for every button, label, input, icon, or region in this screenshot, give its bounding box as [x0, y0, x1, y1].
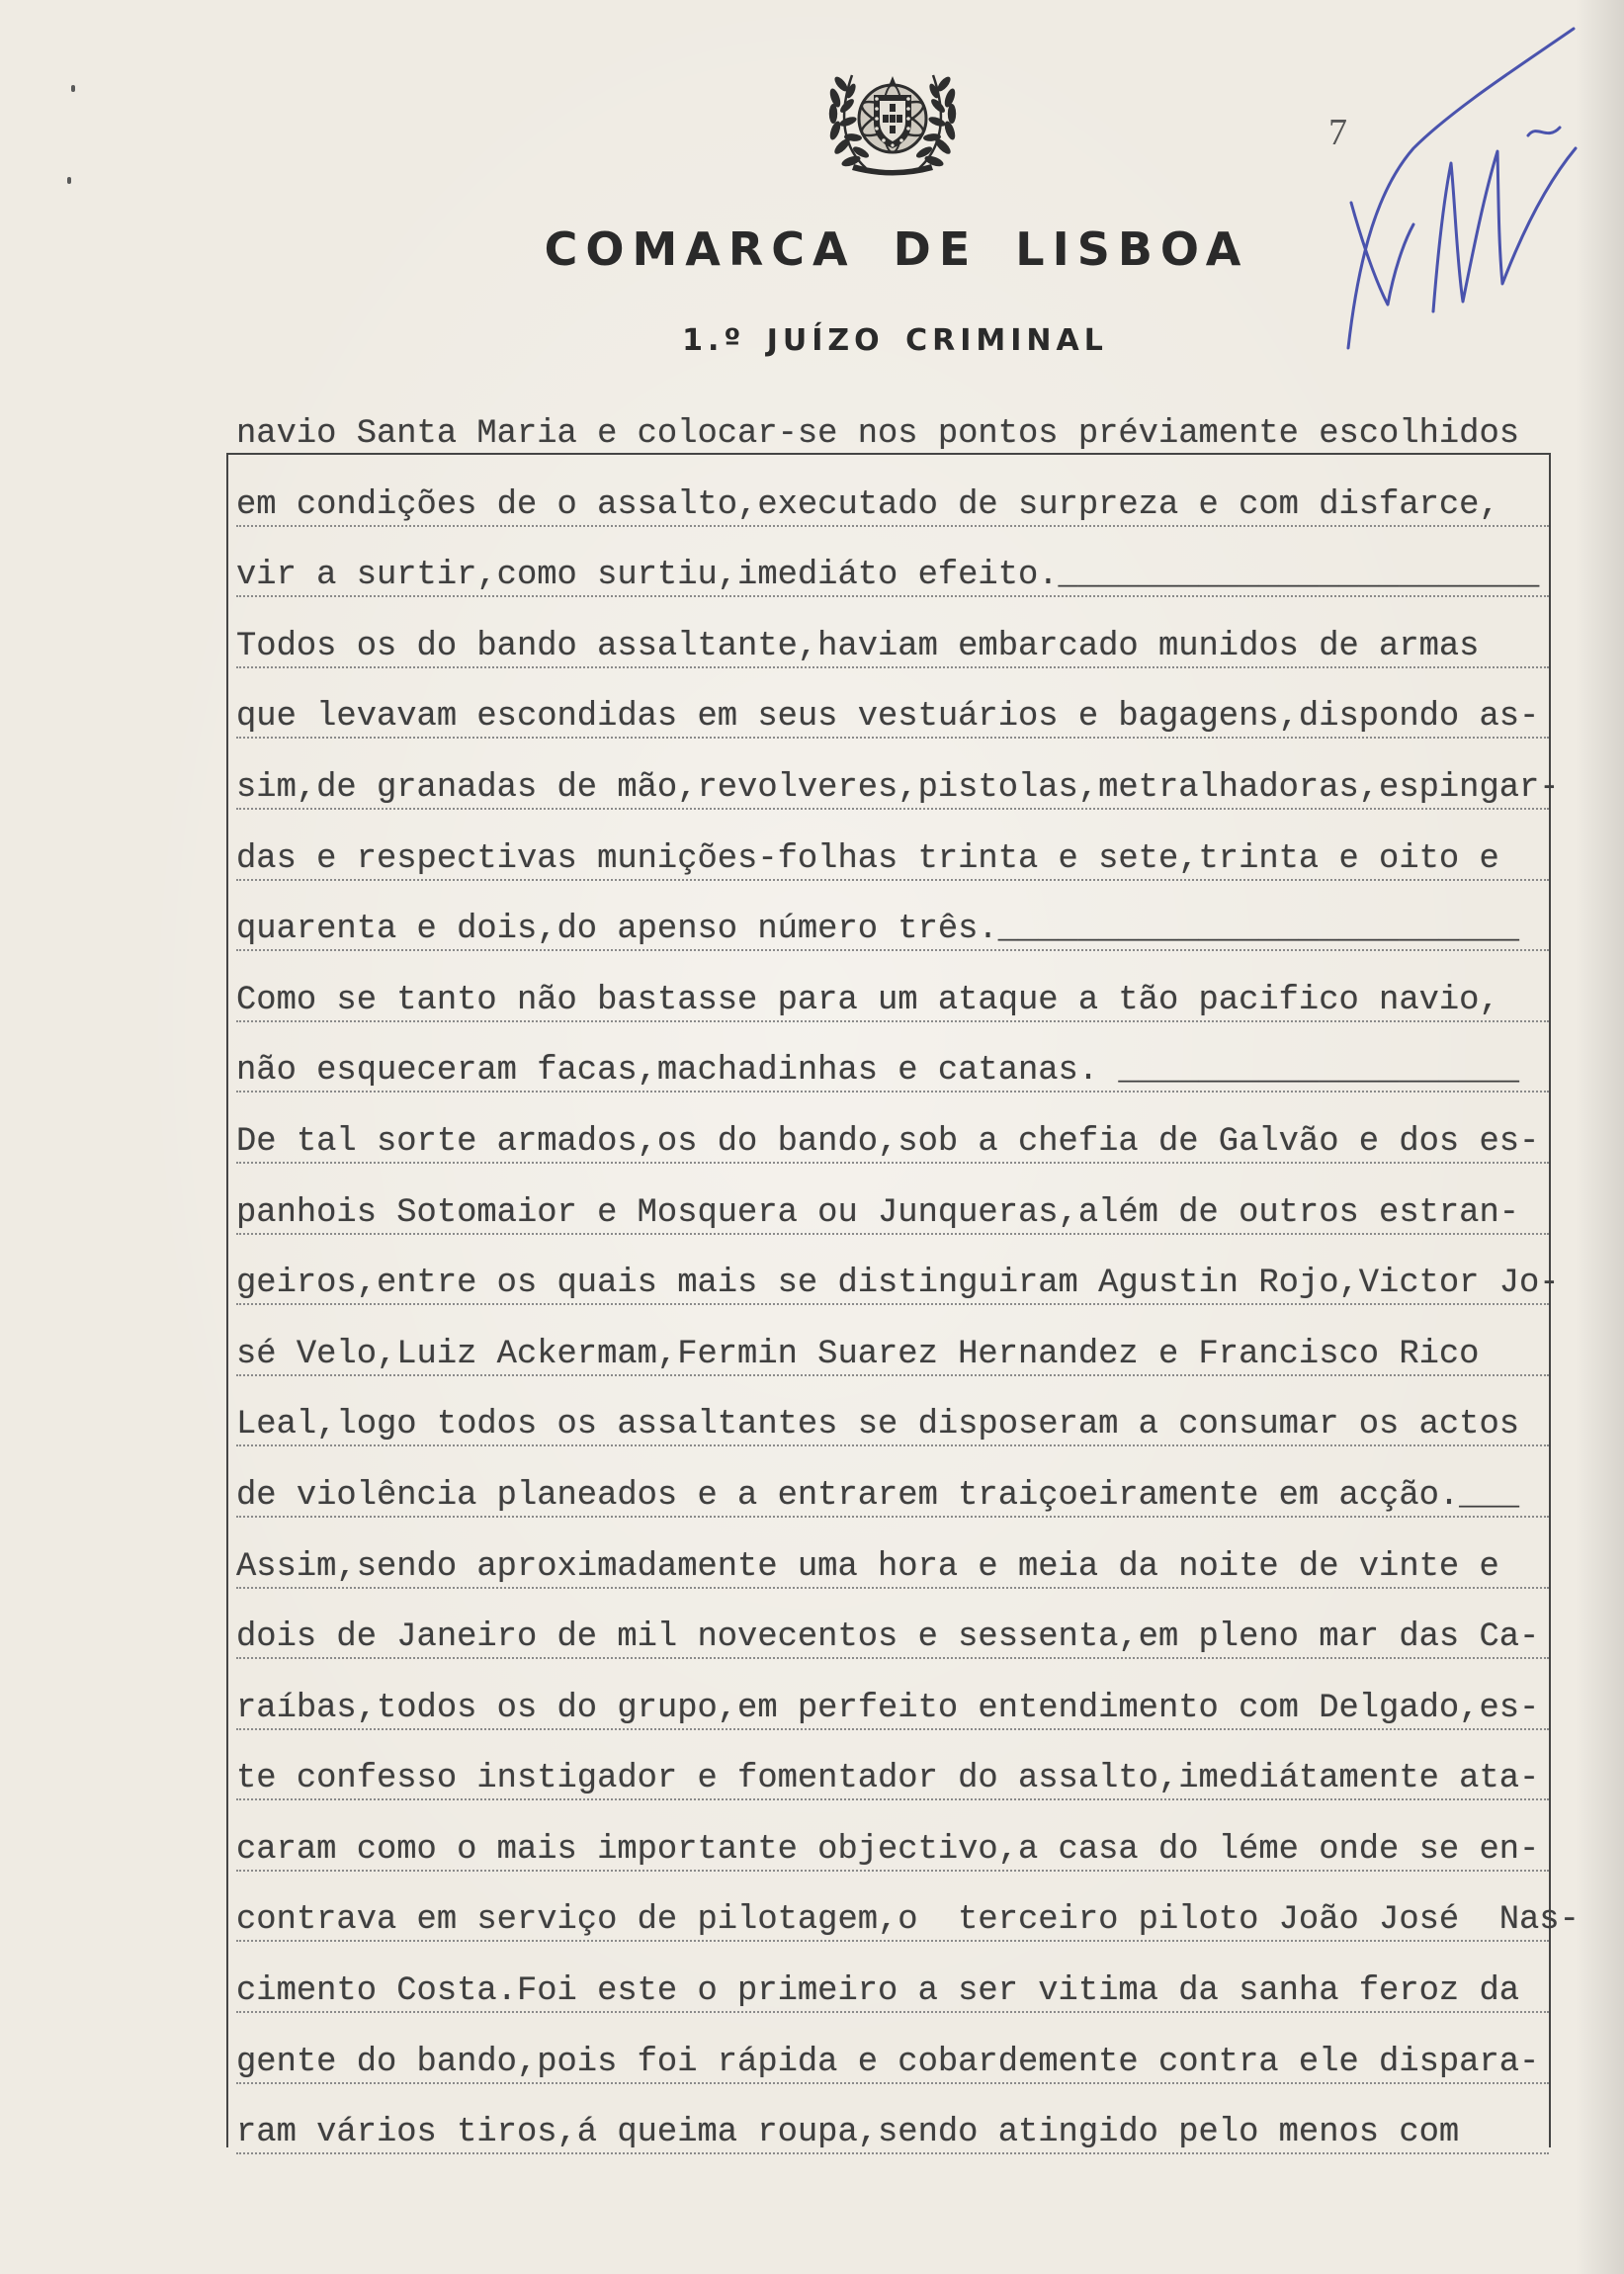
text-line: raíbas,todos os do grupo,em perfeito entendimento com Delgado,es- [236, 1674, 1590, 1745]
margin-mark [67, 177, 71, 184]
text-line: Todos os do bando assaltante,haviam embarcado munidos de armas [236, 612, 1590, 683]
text-line: cimento Costa.Foi este o primeiro a ser vitima da sanha feroz da [236, 1957, 1590, 2028]
text-line: das e respectivas munições-folhas trinta e sete,trinta e oito e [236, 825, 1590, 896]
text-line: gente do bando,pois foi rápida e cobardemente contra ele dispara- [236, 2028, 1590, 2099]
page-number: 7 [1328, 112, 1347, 153]
text-line: te confesso instigador e fomentador do assalto,imediátamente ata- [236, 1744, 1590, 1815]
court-division: 1.º JUÍZO CRIMINAL [682, 323, 1108, 358]
text-line: ram vários tiros,á queima roupa,sendo atingido pelo menos com [236, 2098, 1590, 2169]
text-line: sim,de granadas de mão,revolveres,pistolas,metralhadoras,espingar- [236, 753, 1590, 825]
text-line: Leal,logo todos os assaltantes se disposeram a consumar os actos [236, 1390, 1590, 1461]
text-line: de violência planeados e a entrarem traiçoeiramente em acção.___ [236, 1461, 1590, 1532]
text-line: caram como o mais importante objectivo,a casa do léme onde se en- [236, 1815, 1590, 1886]
text-line: contrava em serviço de pilotagem,o terceiro piloto João José Nas- [236, 1885, 1590, 1957]
text-line: Assim,sendo aproximadamente uma hora e meia da noite de vinte e [236, 1532, 1590, 1604]
typed-text [236, 399, 1590, 2169]
text-line: sé Velo,Luiz Ackermam,Fermin Suarez Hernandez e Francisco Rico [236, 1320, 1590, 1391]
text-line: em condições de o assalto,executado de surpreza e com disfarce, [236, 471, 1590, 542]
text-line: panhois Sotomaior e Mosquera ou Junqueras,além de outros estran- [236, 1179, 1590, 1250]
text-line: vir a surtir,como surtiu,imediáto efeito.________________________ [236, 541, 1590, 612]
text-line: não esqueceram facas,machadinhas e catanas. ____________________ [236, 1036, 1590, 1107]
coat-of-arms-icon [818, 61, 967, 182]
text-line: quarenta e dois,do apenso número três.__________________________ [236, 895, 1590, 966]
text-line: De tal sorte armados,os do bando,sob a chefia de Galvão e dos es- [236, 1107, 1590, 1179]
text-line: dois de Janeiro de mil novecentos e sessenta,em pleno mar das Ca- [236, 1603, 1590, 1674]
text-line: Como se tanto não bastasse para um ataque a tão pacifico navio, [236, 966, 1590, 1037]
text-line: geiros,entre os quais mais se distinguiram Agustin Rojo,Victor Jo- [236, 1249, 1590, 1320]
signature [1334, 25, 1601, 361]
text-line: que levavam escondidas em seus vestuários e bagagens,dispondo as- [236, 682, 1590, 753]
margin-mark [71, 85, 75, 92]
court-title: COMARCA DE LISBOA [544, 222, 1249, 276]
text-line: navio Santa Maria e colocar-se nos pontos préviamente escolhidos [236, 415, 1520, 453]
